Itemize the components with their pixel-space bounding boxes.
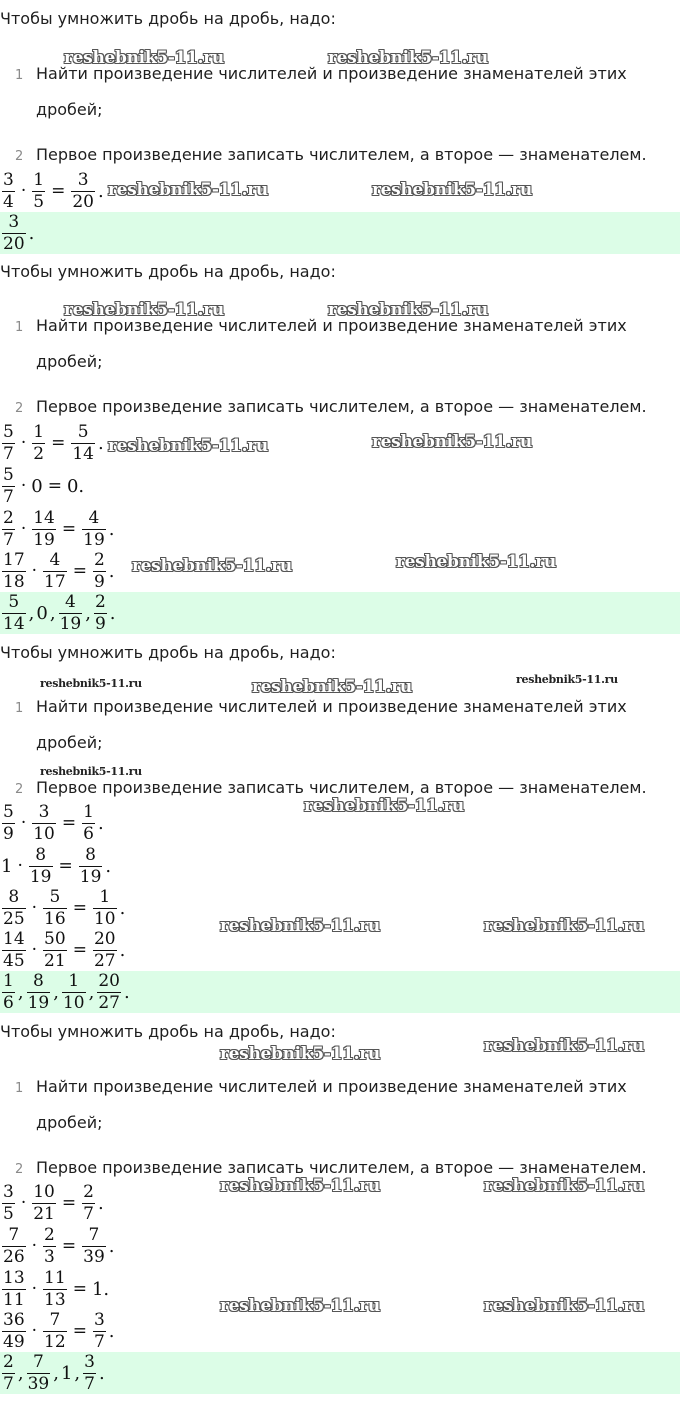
- fraction: [2, 1270, 26, 1309]
- equation-line: [0, 1225, 116, 1267]
- fraction: [93, 1312, 106, 1351]
- operator: =: [72, 1279, 87, 1299]
- denominator: 10: [33, 823, 55, 844]
- step-text: дробей;: [36, 352, 103, 371]
- operator: =: [72, 1321, 87, 1341]
- watermark: reshebnik5-11.ru: [328, 48, 488, 68]
- fraction: [2, 931, 26, 970]
- numerator: 8: [8, 887, 20, 907]
- numerator: 2: [93, 550, 105, 570]
- denominator: 6: [83, 823, 94, 844]
- numerator: 1: [33, 170, 45, 190]
- equation-line: [0, 845, 112, 887]
- watermark: reshebnik5-11.ru: [40, 677, 142, 690]
- operator: ·: [20, 813, 27, 833]
- numerator: 5: [77, 422, 89, 442]
- denominator: 7: [3, 529, 14, 550]
- numerator: 8: [32, 971, 44, 991]
- operator: =: [61, 813, 77, 833]
- step-item: [0, 395, 680, 423]
- denominator: 9: [3, 823, 14, 844]
- denominator: 49: [3, 1331, 25, 1352]
- operator: =: [61, 1193, 77, 1213]
- operator: =: [72, 940, 87, 960]
- fraction: [93, 889, 117, 928]
- watermark: reshebnik5-11.ru: [220, 1296, 380, 1316]
- fraction: [32, 510, 56, 549]
- denominator: 7: [3, 486, 14, 507]
- math-token: .: [109, 602, 116, 624]
- denominator: 21: [33, 1203, 55, 1224]
- numerator: 2: [3, 508, 14, 528]
- fraction: [2, 973, 15, 1012]
- operator: =: [72, 561, 87, 581]
- numerator: 14: [3, 929, 25, 949]
- denominator: 13: [44, 1289, 66, 1310]
- denominator: 20: [3, 233, 25, 254]
- numerator: 7: [88, 1225, 100, 1245]
- fraction: [2, 889, 26, 928]
- equation-line: [0, 802, 105, 844]
- fraction: [79, 847, 103, 886]
- math-token: .: [97, 432, 104, 454]
- numerator: 50: [44, 929, 66, 949]
- fraction: [2, 467, 15, 506]
- numerator: 1: [83, 802, 94, 822]
- watermark: reshebnik5-11.ru: [484, 1296, 644, 1316]
- denominator: 26: [3, 1246, 25, 1267]
- fraction: [2, 214, 26, 253]
- watermark: reshebnik5-11.ru: [132, 556, 292, 576]
- denominator: 45: [3, 950, 25, 971]
- denominator: 7: [3, 443, 14, 464]
- step-text: Первое произведение записать числителем, а второе — знаменателем.: [36, 145, 647, 164]
- math-token: .: [28, 222, 35, 244]
- denominator: 19: [29, 866, 52, 887]
- math-token: 0.: [66, 475, 85, 497]
- equation-line: [0, 887, 126, 929]
- equation-line: [0, 550, 116, 592]
- fraction: [43, 552, 67, 591]
- fraction: [2, 594, 26, 633]
- denominator: 9: [93, 571, 105, 592]
- denominator: 5: [33, 191, 45, 212]
- math-token: ,: [53, 981, 59, 1003]
- step-text: дробей;: [36, 100, 103, 119]
- fraction: [43, 1312, 67, 1351]
- numerator: 1: [68, 971, 80, 991]
- equation-line: [0, 1182, 105, 1224]
- fraction: [32, 1184, 56, 1223]
- watermark: reshebnik5-11.ru: [252, 677, 412, 697]
- answer-line: [0, 592, 117, 634]
- operator: ·: [20, 476, 27, 496]
- watermark: reshebnik5-11.ru: [304, 796, 464, 816]
- fraction: [27, 973, 51, 1012]
- numerator: 2: [94, 592, 106, 612]
- numerator: 14: [33, 508, 55, 528]
- denominator: 10: [93, 908, 116, 929]
- step-item: [0, 1075, 680, 1103]
- watermark: reshebnik5-11.ru: [328, 300, 488, 320]
- denominator: 9: [94, 613, 106, 634]
- fraction: [43, 889, 67, 928]
- denominator: 7: [83, 1203, 94, 1224]
- numerator: 4: [88, 508, 100, 528]
- math-token: .: [119, 897, 126, 919]
- fraction: [2, 1184, 15, 1223]
- fraction: [32, 172, 45, 211]
- fraction: [43, 1270, 67, 1309]
- step-item: [0, 350, 680, 378]
- denominator: 17: [44, 571, 66, 592]
- numerator: 36: [3, 1310, 25, 1330]
- equation-line: [0, 1310, 116, 1352]
- denominator: 16: [44, 908, 66, 929]
- math-token: ,: [17, 1362, 24, 1384]
- math-token: 1.: [91, 1278, 110, 1300]
- fraction: [2, 552, 26, 591]
- numerator: 3: [38, 802, 50, 822]
- numerator: 2: [44, 1225, 55, 1245]
- math-token: 1: [60, 1362, 73, 1384]
- numerator: 8: [85, 845, 96, 865]
- intro-text: Чтобы умножить дробь на дробь, надо:: [0, 9, 336, 28]
- step-item: [0, 1111, 680, 1139]
- step-number: 2: [15, 149, 24, 164]
- watermark: reshebnik5-11.ru: [484, 916, 644, 936]
- operator: =: [51, 181, 66, 201]
- operator: =: [72, 898, 87, 918]
- numerator: 13: [3, 1268, 25, 1288]
- answer-band: [0, 212, 680, 254]
- math-token: .: [108, 1320, 115, 1342]
- math-token: .: [98, 1362, 105, 1384]
- step-number: 2: [15, 1162, 24, 1177]
- watermark: reshebnik5-11.ru: [396, 552, 556, 572]
- denominator: 7: [84, 1373, 95, 1394]
- watermark: reshebnik5-11.ru: [108, 180, 268, 200]
- equation-line: [0, 508, 116, 550]
- numerator: 3: [3, 1182, 14, 1202]
- watermark: reshebnik5-11.ru: [108, 436, 268, 456]
- equation-line: [0, 465, 85, 507]
- operator: ·: [20, 1193, 27, 1213]
- math-token: ,: [85, 602, 91, 624]
- denominator: 14: [72, 443, 94, 464]
- numerator: 3: [93, 1310, 105, 1330]
- math-token: .: [97, 812, 104, 834]
- numerator: 3: [8, 212, 20, 232]
- numerator: 2: [3, 1352, 14, 1372]
- math-token: .: [108, 518, 115, 540]
- numerator: 7: [8, 1225, 20, 1245]
- fraction: [2, 510, 15, 549]
- operator: =: [47, 476, 62, 496]
- numerator: 1: [99, 887, 111, 907]
- numerator: 8: [35, 845, 47, 865]
- numerator: 17: [3, 550, 25, 570]
- operator: ·: [20, 181, 27, 201]
- numerator: 2: [83, 1182, 94, 1202]
- math-token: ,: [28, 602, 35, 624]
- denominator: 5: [3, 1203, 14, 1224]
- step-text: Первое произведение записать числителем, а второе — знаменателем.: [36, 1158, 647, 1177]
- fraction: [93, 552, 106, 591]
- numerator: 3: [3, 170, 14, 190]
- numerator: 20: [98, 971, 120, 991]
- denominator: 7: [93, 1331, 105, 1352]
- denominator: 19: [33, 529, 55, 550]
- math-token: 1: [1, 855, 13, 877]
- watermark: reshebnik5-11.ru: [220, 1176, 380, 1196]
- numerator: 10: [33, 1182, 55, 1202]
- denominator: 7: [3, 1373, 14, 1394]
- denominator: 20: [72, 191, 94, 212]
- numerator: 1: [3, 971, 14, 991]
- operator: =: [51, 433, 66, 453]
- numerator: 20: [93, 929, 116, 949]
- step-text: Найти произведение числителей и произведение знаменателей этих: [36, 64, 627, 83]
- fraction: [2, 1312, 26, 1351]
- operator: ·: [20, 433, 27, 453]
- math-token: ,: [74, 1362, 81, 1384]
- answer-line: [0, 1352, 106, 1394]
- denominator: 19: [83, 529, 105, 550]
- fraction: [29, 847, 53, 886]
- denominator: 2: [33, 443, 45, 464]
- fraction: [27, 1354, 51, 1393]
- fraction: [94, 594, 107, 633]
- intro-text: Чтобы умножить дробь на дробь, надо:: [0, 262, 336, 281]
- numerator: 5: [3, 802, 14, 822]
- equation-line: [0, 1268, 110, 1310]
- fraction: [71, 172, 95, 211]
- watermark: reshebnik5-11.ru: [220, 916, 380, 936]
- step-text: дробей;: [36, 1113, 103, 1132]
- equation-line: [0, 422, 105, 464]
- intro-text: Чтобы умножить дробь на дробь, надо:: [0, 1022, 336, 1041]
- math-token: .: [108, 1235, 115, 1257]
- math-token: .: [105, 855, 112, 877]
- denominator: 6: [3, 992, 14, 1013]
- watermark: reshebnik5-11.ru: [220, 1044, 380, 1064]
- denominator: 11: [3, 1289, 25, 1310]
- step-text: Найти произведение числителей и произведение знаменателей этих: [36, 697, 627, 716]
- math-token: ,: [53, 1362, 59, 1384]
- step-text: Найти произведение числителей и произведение знаменателей этих: [36, 316, 627, 335]
- math-token: .: [123, 981, 130, 1003]
- numerator: 3: [84, 1352, 95, 1372]
- answer-line: [0, 212, 35, 254]
- numerator: 7: [32, 1352, 44, 1372]
- fraction: [2, 1354, 15, 1393]
- math-token: ,: [88, 981, 95, 1003]
- denominator: 39: [83, 1246, 105, 1267]
- fraction: [2, 1227, 26, 1266]
- numerator: 5: [3, 465, 14, 485]
- numerator: 5: [8, 592, 20, 612]
- watermark: reshebnik5-11.ru: [516, 673, 618, 686]
- operator: ·: [31, 1321, 38, 1341]
- operator: ·: [20, 519, 27, 539]
- denominator: 14: [3, 613, 25, 634]
- fraction: [82, 1184, 95, 1223]
- step-number: 1: [15, 701, 24, 716]
- operator: ·: [31, 898, 38, 918]
- step-item: [0, 98, 680, 126]
- math-token: ,: [49, 602, 56, 624]
- denominator: 3: [44, 1246, 55, 1267]
- fraction: [2, 804, 15, 843]
- fraction: [97, 973, 121, 1012]
- operator: =: [61, 519, 77, 539]
- step-text: дробей;: [36, 733, 103, 752]
- step-text: Найти произведение числителей и произведение знаменателей этих: [36, 1077, 627, 1096]
- numerator: 1: [33, 422, 45, 442]
- math-token: .: [119, 939, 126, 961]
- numerator: 4: [64, 592, 76, 612]
- fraction: [82, 804, 95, 843]
- numerator: 5: [3, 422, 14, 442]
- operator: ·: [31, 561, 38, 581]
- denominator: 12: [44, 1331, 66, 1352]
- denominator: 19: [59, 613, 82, 634]
- fraction: [32, 804, 56, 843]
- math-token: .: [108, 560, 115, 582]
- denominator: 4: [3, 191, 14, 212]
- math-token: .: [97, 180, 104, 202]
- step-text: Первое произведение записать числителем, а второе — знаменателем.: [36, 778, 647, 797]
- equation-line: [0, 170, 105, 212]
- numerator: 3: [77, 170, 89, 190]
- operator: =: [58, 856, 73, 876]
- step-item: [0, 695, 680, 723]
- denominator: 39: [27, 1373, 50, 1394]
- denominator: 19: [27, 992, 50, 1013]
- fraction: [82, 510, 106, 549]
- fraction: [82, 1227, 106, 1266]
- fraction: [43, 1227, 56, 1266]
- fraction: [32, 424, 45, 463]
- numerator: 5: [49, 887, 61, 907]
- watermark: reshebnik5-11.ru: [64, 48, 224, 68]
- denominator: 19: [79, 866, 102, 887]
- denominator: 10: [62, 992, 85, 1013]
- intro-text: Чтобы умножить дробь на дробь, надо:: [0, 643, 336, 662]
- math-token: 0: [36, 602, 48, 624]
- denominator: 27: [93, 950, 116, 971]
- watermark: reshebnik5-11.ru: [372, 432, 532, 452]
- fraction: [2, 172, 15, 211]
- operator: =: [61, 1236, 77, 1256]
- math-token: 0: [31, 475, 43, 497]
- fraction: [83, 1354, 96, 1393]
- step-text: Первое произведение записать числителем, а второе — знаменателем.: [36, 397, 647, 416]
- step-number: 2: [15, 401, 24, 416]
- fraction: [93, 931, 117, 970]
- denominator: 25: [3, 908, 25, 929]
- step-item: [0, 731, 680, 759]
- math-token: .: [97, 1192, 104, 1214]
- fraction: [2, 424, 15, 463]
- fraction: [71, 424, 95, 463]
- equation-line: [0, 929, 126, 971]
- fraction: [59, 594, 83, 633]
- step-number: 1: [15, 68, 24, 83]
- step-number: 1: [15, 1081, 24, 1096]
- denominator: 18: [3, 571, 25, 592]
- watermark: reshebnik5-11.ru: [484, 1176, 644, 1196]
- operator: ·: [31, 1236, 38, 1256]
- denominator: 27: [98, 992, 120, 1013]
- operator: ·: [17, 856, 23, 876]
- operator: ·: [31, 940, 38, 960]
- numerator: 4: [49, 550, 61, 570]
- watermark: reshebnik5-11.ru: [40, 765, 142, 778]
- step-number: 2: [15, 782, 24, 797]
- operator: ·: [31, 1279, 38, 1299]
- watermark: reshebnik5-11.ru: [64, 300, 224, 320]
- watermark: reshebnik5-11.ru: [372, 180, 532, 200]
- denominator: 21: [44, 950, 66, 971]
- fraction: [62, 973, 86, 1012]
- watermark: reshebnik5-11.ru: [484, 1036, 644, 1056]
- fraction: [43, 931, 67, 970]
- step-item: [0, 143, 680, 171]
- numerator: 11: [44, 1268, 66, 1288]
- answer-line: [0, 971, 131, 1013]
- math-token: ,: [17, 981, 24, 1003]
- numerator: 7: [49, 1310, 61, 1330]
- step-number: 1: [15, 320, 24, 335]
